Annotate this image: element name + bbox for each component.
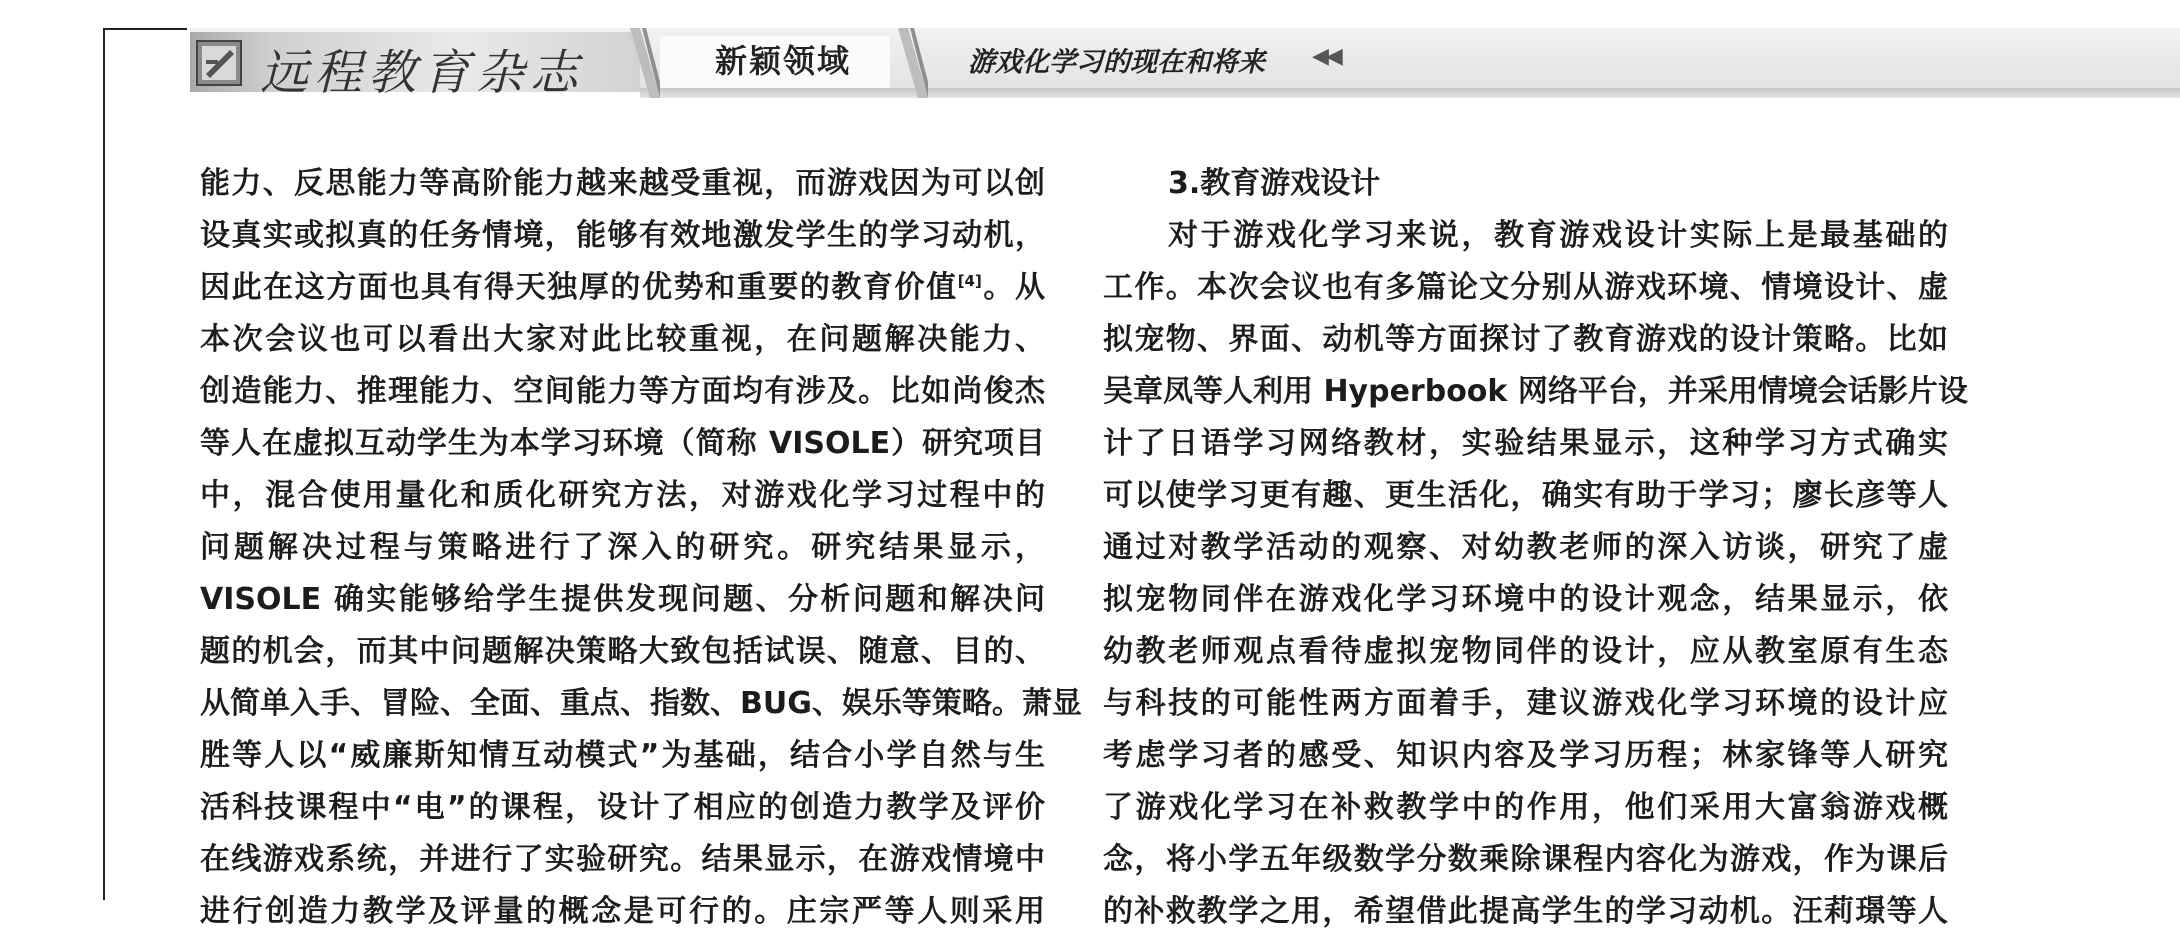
paragraph-line: 拟宠物、界面、动机等方面探讨了教育游戏的设计策略。比如: [1103, 322, 1948, 357]
paragraph-line: 本次会议也可以看出大家对此比较重视，在问题解决能力、: [200, 322, 1045, 357]
section-heading: 3.教育游戏设计: [1168, 166, 1381, 201]
paragraph-line: 中，混合使用量化和质化研究方法，对游戏化学习过程中的: [200, 478, 1045, 513]
paragraph-line: 创造能力、推理能力、空间能力等方面均有涉及。比如尚俊杰: [200, 374, 1045, 409]
header-underline: [640, 88, 2180, 98]
journal-logo: [190, 32, 640, 101]
paragraph-line: 对于游戏化学习来说，教育游戏设计实际上是最基础的: [1168, 218, 1948, 253]
paragraph-line: 能力、反思能力等高阶能力越来越受重视，而游戏因为可以创: [200, 166, 1045, 201]
header-divider-slash: [630, 28, 660, 98]
paragraph-line: 通过对教学活动的观察、对幼教老师的深入访谈，研究了虚: [1103, 530, 1948, 565]
paragraph-line: 的补救教学之用，希望借此提高学生的学习动机。汪莉璟等人: [1103, 894, 1948, 929]
paragraph-line: 进行创造力教学及评量的概念是可行的。庄宗严等人则采用: [200, 894, 1045, 929]
paragraph-line: 等人在虚拟互动学生为本学习环境（简称 VISOLE）研究项目: [200, 426, 1045, 461]
paragraph-line-text: 因此在这方面也具有得天独厚的优势和重要的教育价值: [200, 270, 958, 305]
paragraph-line: 可以使学习更有趣、更生活化，确实有助于学习；廖长彦等人: [1103, 478, 1948, 513]
page-header: [190, 28, 2180, 101]
journal-logo-text: 远程教育杂志: [260, 45, 585, 101]
citation-reference: [4]: [957, 272, 982, 290]
header-divider-slash: [898, 28, 928, 98]
paragraph-line: 幼教老师观点看待虚拟宠物同伴的设计，应从教室原有生态: [1103, 634, 1948, 669]
running-article-title: 游戏化学习的现在和将来: [968, 47, 1265, 78]
paragraph-line: 念，将小学五年级数学分数乘除课程内容化为游戏，作为课后: [1103, 842, 1948, 877]
paragraph-line: VISOLE 确实能够给学生提供发现问题、分析问题和解决问: [200, 582, 1045, 617]
page-frame-left-rule: [103, 28, 105, 900]
paragraph-line: 在线游戏系统，并进行了实验研究。结果显示，在游戏情境中: [200, 842, 1045, 877]
page-frame-top-rule: [103, 28, 187, 30]
left-text-column: [200, 158, 1082, 938]
double-left-arrow-icon: ◀◀: [1312, 44, 1340, 69]
paragraph-line-tail: 。从: [981, 270, 1046, 305]
paragraph-line: 胜等人以“威廉斯知情互动模式”为基础，结合小学自然与生: [200, 738, 1045, 773]
paragraph-line-with-citation: [200, 262, 1045, 314]
paragraph-line: 吴章凤等人利用 Hyperbook 网络平台，并采用情境会话影片设: [1103, 374, 1968, 409]
paragraph-line: 与科技的可能性两方面着手，建议游戏化学习环境的设计应: [1103, 686, 1948, 721]
paragraph-line: 题的机会，而其中问题解决策略大致包括试误、随意、目的、: [200, 634, 1045, 669]
paragraph-line: 活科技课程中“电”的课程，设计了相应的创造力教学及评价: [200, 790, 1045, 825]
paragraph-line: 考虑学习者的感受、知识内容及学习历程；林家锋等人研究: [1103, 738, 1948, 773]
paragraph-line: 了游戏化学习在补救教学中的作用，他们采用大富翁游戏概: [1103, 790, 1948, 825]
journal-emblem-icon: [196, 40, 242, 86]
paragraph-line: 问题解决过程与策略进行了深入的研究。研究结果显示，: [200, 530, 1045, 565]
paragraph-line: 设真实或拟真的任务情境，能够有效地激发学生的学习动机，: [200, 218, 1045, 253]
paragraph-line: 从简单入手、冒险、全面、重点、指数、BUG、娱乐等策略。萧显: [200, 686, 1082, 721]
paragraph-line: 拟宠物同伴在游戏化学习环境中的设计观念，结果显示，依: [1103, 582, 1948, 617]
paragraph-line: 计了日语学习网络教材，实验结果显示，这种学习方式确实: [1103, 426, 1948, 461]
paragraph-line: 工作。本次会议也有多篇论文分别从游戏环境、情境设计、虚: [1103, 270, 1948, 305]
section-title: 新颖领域: [715, 42, 852, 80]
right-text-column: [1103, 158, 1968, 938]
